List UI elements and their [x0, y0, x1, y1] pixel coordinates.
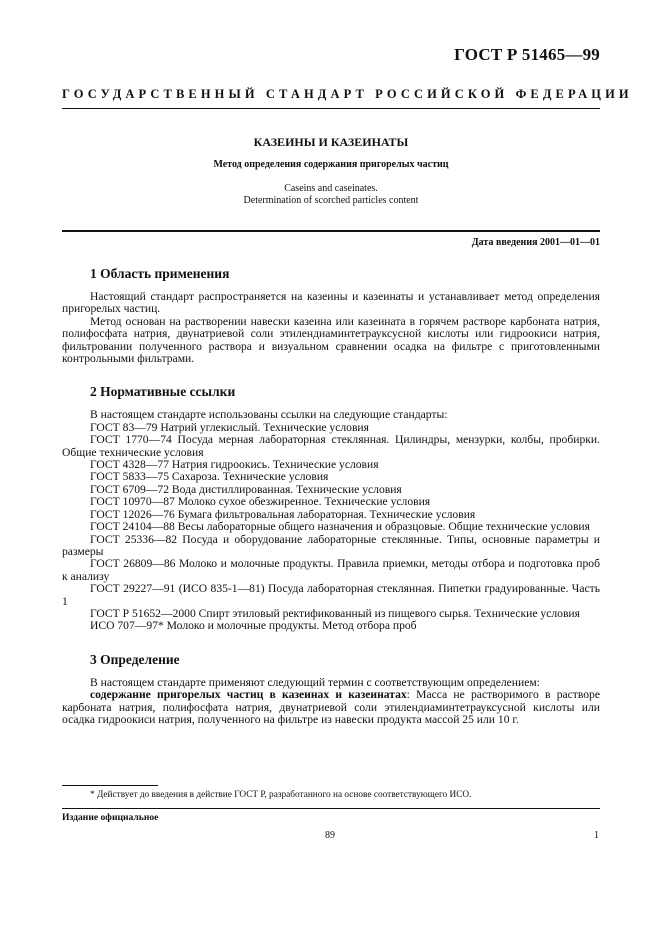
- footnote: * Действует до введения в действие ГОСТ Р, разработанного на основе соответствующего ИСО.: [90, 790, 472, 800]
- definition-intro: В настоящем стандарте применяют следующий термин с соответствующим определением:: [90, 675, 540, 689]
- reference-item: ГОСТ 25336—82 Посуда и оборудование лабораторные стеклянные. Типы, основные параметры и размеры: [62, 532, 600, 558]
- effective-date: Дата введения 2001—01—01: [471, 237, 600, 248]
- english-title: [62, 183, 600, 207]
- term-definition: : Масса не растворимого в растворе карбоната натрия, полифосфата натрия, двунатриевой соли этилендиаминтетрауксусной кислоты или осадка гидроокиси натрия, полученного на фильтре из навески продукта массой 25 или 10 г.: [62, 688, 600, 726]
- title-divider: [62, 230, 600, 232]
- footer-divider: [62, 808, 600, 809]
- reference-item: ГОСТ 24104—88 Весы лабораторные общего назначения и образцовые. Общие технические условия: [90, 520, 590, 534]
- document-title: КАЗЕИНЫ И КАЗЕИНАТЫ: [253, 135, 409, 149]
- reference-item: ГОСТ 5833—75 Сахароза. Технические условия: [90, 470, 329, 484]
- scope-paragraph-2: Метод основан на растворении навески казеина или казеината в горячем растворе карбоната натрия, полифосфата натрия, двунатриевой соли этилендиаминтетрауксусной кислоты или гидроокиси натрия, фильтровании полученного раствора и визуальном сравнении осадка на фильтре с приготовленными контрольными фильтрами.: [62, 314, 600, 366]
- state-standard-title: ГОСУДАРСТВЕННЫЙ СТАНДАРТ РОССИЙСКОЙ ФЕДЕРАЦИИ: [62, 87, 633, 101]
- definition-paragraph: [62, 689, 600, 726]
- reference-item: ГОСТ 26809—86 Молоко и молочные продукты. Правила приемки, методы отбора и подготовка проб к анализу: [62, 557, 600, 583]
- document-subtitle: Метод определения содержания пригорелых частиц: [213, 159, 449, 170]
- references-list: [62, 422, 600, 633]
- reference-item: ГОСТ 10970—87 Молоко сухое обезжиренное. Технические условия: [90, 495, 431, 509]
- header-divider: [62, 108, 600, 109]
- english-title-line1: Caseins and caseinates.: [284, 183, 378, 194]
- footnote-divider: [62, 785, 158, 786]
- reference-item: ГОСТ 29227—91 (ИСО 835-1—81) Посуда лабораторная стеклянная. Пипетки градуированные. Часть 1: [62, 582, 600, 608]
- reference-item: ГОСТ 6709—72 Вода дистиллированная. Технические условия: [90, 482, 402, 496]
- section-heading-scope: 1 Область применения: [90, 266, 230, 281]
- page-number: 89: [325, 830, 335, 841]
- sheet-number: 1: [594, 830, 599, 841]
- reference-item: ИСО 707—97* Молоко и молочные продукты. Метод отбора проб: [90, 619, 417, 633]
- scope-paragraph-1: Настоящий стандарт распространяется на казеины и казеинаты и устанавливает метод определения пригорелых частиц.: [62, 290, 600, 316]
- standard-code: ГОСТ Р 51465—99: [454, 45, 600, 64]
- edition-label: Издание официальное: [62, 812, 159, 823]
- defined-term: содержание пригорелых частиц в казеинах и казеинатах: [90, 688, 407, 702]
- reference-item: ГОСТ 1770—74 Посуда мерная лабораторная стеклянная. Цилиндры, мензурки, колбы, пробирки. Общие технические условия: [62, 433, 600, 459]
- reference-item: ГОСТ Р 51652—2000 Спирт этиловый ректификованный из пищевого сырья. Технические условия: [90, 606, 580, 620]
- reference-item: ГОСТ 83—79 Натрий углекислый. Технические условия: [90, 420, 369, 434]
- document-body: [62, 266, 600, 726]
- section-heading-references: 2 Нормативные ссылки: [90, 384, 236, 400]
- section-heading-definition: 3 Определение: [90, 651, 180, 667]
- english-title-line2: Determination of scorched particles content: [243, 195, 419, 206]
- reference-item: ГОСТ 4328—77 Натрия гидроокись. Технические условия: [90, 458, 379, 472]
- reference-item: ГОСТ 12026—76 Бумага фильтровальная лабораторная. Технические условия: [90, 507, 476, 521]
- references-intro: В настоящем стандарте использованы ссылки на следующие стандарты:: [90, 408, 448, 422]
